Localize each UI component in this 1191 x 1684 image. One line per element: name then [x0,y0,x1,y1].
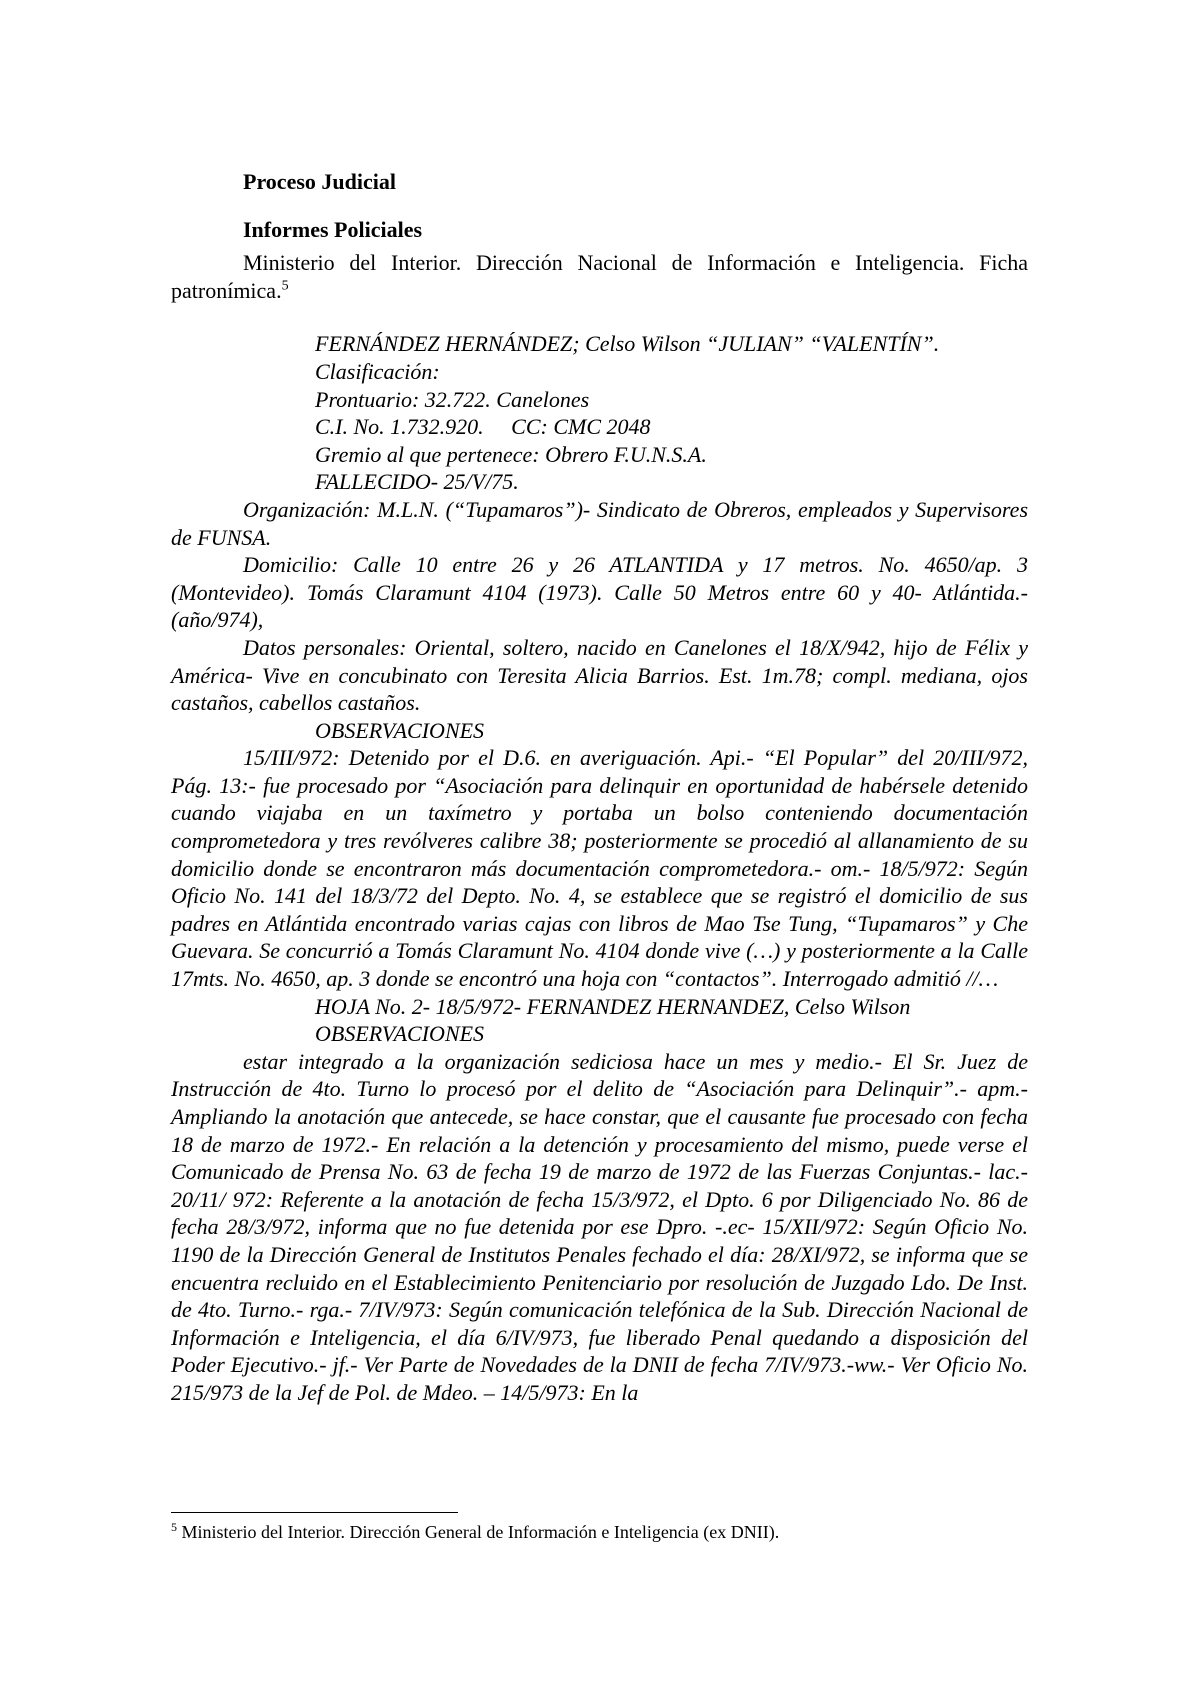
observaciones-heading-2: OBSERVACIONES [315,1021,485,1047]
record-domicilio: Domicilio: Calle 10 entre 26 y 26 ATLANTIDA y 17 metros. No. 4650/ap. 3 (Montevideo). Tomás Claramunt 4104 (1973). Calle 50 Metros entre 60 y 40- Atlántida.- (año/974), [171,552,1028,633]
subsection-heading: Informes Policiales [243,216,423,242]
record-fallecido: FALLECIDO- 25/V/75. [315,469,519,495]
section-heading: Proceso Judicial [243,169,396,194]
record-name: FERNÁNDEZ HERNÁNDEZ; Celso Wilson “JULIAN” “VALENTÍN”. [315,331,940,357]
intro-text: Ministerio del Interior. Dirección Nacional de Información e Inteligencia. Ficha patronímica. [171,250,1028,303]
footnote [171,1521,1028,1543]
footnote-separator [171,1512,458,1513]
footnote-text: Ministerio del Interior. Dirección General de Información e Inteligencia (ex DNII). [177,1522,780,1542]
document-body [171,168,1028,1407]
observaciones-paragraph: 15/III/972: Detenido por el D.6. en averiguación. Api.- “El Popular” del 20/III/972, Pág. 13:- fue procesado por “Asociación para delinquir en oportunidad de habérsele detenido cuando viajaba en un taxímetro y portaba un bolso conteniendo documentación comprometedora y tres revólveres calibre 38; posteriormente se procedió al allanamiento de su domicilio donde se encontraron más documentación comprometedora.- om.- 18/5/972: Según Oficio No. 141 del 18/3/72 del Depto. No. 4, se establece que se registró el domicilio de sus padres en Atlántida encontrado varias cajas con libros de Mao Tse Tung, “Tupamaros” y Che Guevara. Se concurrió a Tomás Claramunt No. 4104 donde vive (…) y posteriormente a la Calle 17mts. No. 4650, ap. 3 donde se encontró una hoja con “contactos”. Interrogado admitió //… [171,745,1028,992]
observaciones-paragraph-2: estar integrado a la organización sediciosa hace un mes y medio.- El Sr. Juez de Instrucción de 4to. Turno lo procesó por el delito de “Asociación para Delinquir”.- apm.- Ampliando la anotación que antecede, se hace constar, que el causante fue procesado con fecha 18 de marzo de 1972.- En relación a la detención y procesamiento del mismo, puede verse el Comunicado de Prensa No. 63 de fecha 19 de marzo de 1972 de las Fuerzas Conjuntas.- lac.- 20/11/ 972: Referente a la anotación de fecha 15/3/972, el Dpto. 6 por Diligenciado No. 86 de fecha 28/3/972, informa que no fue detenida por ese Dpro. -.ec- 15/XII/972: Según Oficio No. 1190 de la Dirección General de Institutos Penales fechado el día: 28/XI/972, se informa que se encuentra recluido en el Establecimiento Penitenciario por resolución de Juzgado Ldo. De Inst. de 4to. Turno.- rga.- 7/IV/973: Según comunicación telefónica de la Sub. Dirección Nacional de Información e Inteligencia, el día 6/IV/973, fue liberado Penal quedando a disposición del Poder Ejecutivo.- jf.- Ver Parte de Novedades de la DNII de fecha 7/IV/973.-ww.- Ver Oficio No. 215/973 de la Jef de Pol. de Mdeo. – 14/5/973: En la [171,1048,1028,1405]
record-organizacion: Organización: M.L.N. (“Tupamaros”)- Sindicato de Obreros, empleados y Supervisores de FUNSA. [171,496,1028,550]
police-record [171,330,1028,1406]
intro-paragraph [171,249,1028,304]
record-prontuario: Prontuario: 32.722. Canelones [315,386,590,412]
footnote-reference: 5 [281,278,289,294]
record-ci: C.I. No. 1.732.920. CC: CMC 2048 [315,414,651,440]
observaciones-heading: OBSERVACIONES [315,717,485,743]
footnote-number: 5 [171,1520,177,1534]
hoja-line: HOJA No. 2- 18/5/972- FERNANDEZ HERNANDEZ, Celso Wilson [315,993,911,1019]
record-datos-personales: Datos personales: Oriental, soltero, nacido en Canelones el 18/X/942, hijo de Félix y América- Vive en concubinato con Teresita Alicia Barrios. Est. 1m.78; compl. mediana, ojos castaños, cabellos castaños. [171,634,1028,716]
record-clasificacion: Clasificación: [315,358,440,384]
record-gremio: Gremio al que pertenece: Obrero F.U.N.S.A. [315,441,707,467]
